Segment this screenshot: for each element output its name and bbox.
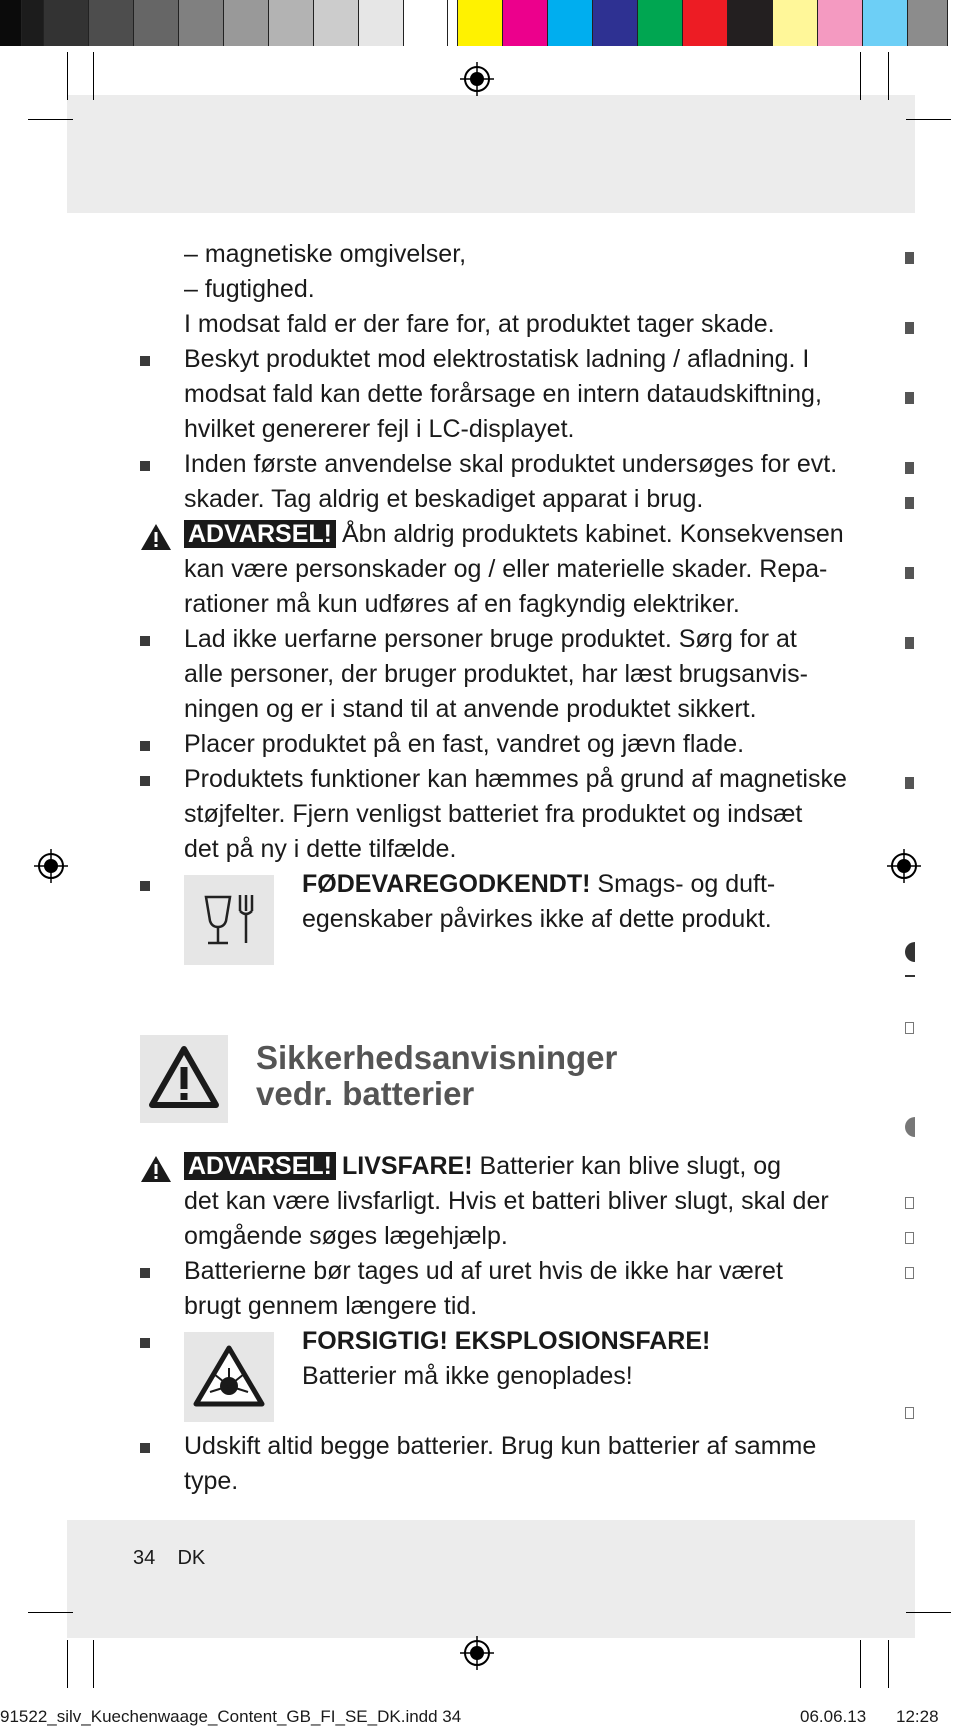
color-swatch xyxy=(179,0,224,46)
crop-mark xyxy=(906,1612,951,1613)
registration-mark-icon xyxy=(460,1636,494,1670)
color-swatch xyxy=(683,0,728,46)
footer-band xyxy=(67,1520,915,1638)
print-slug-time: 12:28 xyxy=(896,1707,939,1726)
food-safe-icon xyxy=(184,875,274,965)
color-swatch xyxy=(908,0,948,46)
color-swatch xyxy=(269,0,314,46)
crop-mark xyxy=(860,1640,861,1688)
color-swatch xyxy=(314,0,359,46)
color-swatch xyxy=(44,0,89,46)
bullet-square-icon xyxy=(140,1338,150,1348)
color-swatch xyxy=(818,0,863,46)
color-swatch xyxy=(404,0,448,46)
bullet-square-icon xyxy=(140,1443,150,1453)
text-line: – magnetiske omgivelser, xyxy=(184,240,467,268)
color-swatch xyxy=(359,0,404,46)
color-swatch xyxy=(638,0,683,46)
battery-text-content xyxy=(140,1149,829,1499)
list-item: Inden første anvendelse skal produktet undersøges for evt. skader. Tag aldrig et beskadiget apparat i brug. xyxy=(140,447,820,517)
crop-mark xyxy=(888,52,889,100)
color-swatch xyxy=(863,0,908,46)
color-swatch xyxy=(0,0,22,46)
bullet-square-icon xyxy=(140,636,150,646)
bullet-square-icon xyxy=(140,461,150,471)
color-swatch xyxy=(134,0,179,46)
header-band xyxy=(67,95,915,213)
explosion-item: FORSIGTIG! EKSPLOSIONSFARE! Batterier må ikke genoplades! xyxy=(140,1324,820,1429)
registration-mark-icon xyxy=(887,849,921,883)
color-swatch xyxy=(593,0,638,46)
print-slug-filename: 91522_silv_Kuechenwaage_Content_GB_FI_SE_DK.indd 34 xyxy=(0,1707,462,1726)
list-item: Udskift altid begge batterier. Brug kun batterier af samme type. xyxy=(140,1429,820,1499)
warning-badge: ADVARSEL! xyxy=(184,1152,336,1180)
page-number: 34 DK xyxy=(133,1547,206,1569)
crop-mark xyxy=(860,52,861,100)
text-line: – fugtighed. xyxy=(184,275,315,303)
crop-mark xyxy=(67,1640,68,1688)
color-swatch xyxy=(89,0,134,46)
color-swatch xyxy=(728,0,773,46)
list-item: Produktets funktioner kan hæmmes på grund af magnetiske støjfelter. Fjern venligst batteriet fra produktet og indsæt det på ny i dette tilfælde. xyxy=(140,762,820,867)
safety-text-content xyxy=(140,237,847,963)
list-item: Lad ikke uerfarne personer bruge produktet. Sørg for at alle personer, der bruger produktet, har læst brugsanvis- ningen og er i stand til at anvende produktet sikkert. xyxy=(140,622,820,727)
warning-triangle-icon xyxy=(140,1155,172,1183)
color-swatch xyxy=(448,0,458,46)
section-heading: Sikkerhedsanvisninger vedr. batterier xyxy=(256,1039,618,1112)
text-line: I modsat fald er der fare for, at produktet tager skade. xyxy=(184,310,775,338)
crop-mark xyxy=(93,1640,94,1688)
crop-mark xyxy=(28,119,73,120)
crop-mark xyxy=(67,52,68,100)
registration-mark-icon xyxy=(460,62,494,96)
color-swatch xyxy=(548,0,593,46)
warning-triangle-icon xyxy=(140,523,172,551)
crop-mark xyxy=(906,119,951,120)
list-item: Placer produktet på en fast, vandret og jævn flade. xyxy=(140,727,820,762)
color-swatch xyxy=(773,0,818,46)
food-safe-item: FØDEVAREGODKENDT! Smags- og duft- egenskaber påvirkes ikke af dette produkt. xyxy=(140,867,820,963)
crop-mark xyxy=(28,1612,73,1613)
bullet-square-icon xyxy=(140,356,150,366)
color-calibration-bar xyxy=(0,0,954,46)
color-swatch xyxy=(503,0,548,46)
bullet-square-icon xyxy=(140,881,150,891)
color-swatch xyxy=(22,0,44,46)
print-slug-date: 06.06.13 xyxy=(800,1707,867,1726)
bullet-square-icon xyxy=(140,776,150,786)
explosion-warning-icon xyxy=(184,1332,274,1422)
crop-mark xyxy=(93,52,94,100)
registration-mark-icon xyxy=(34,849,68,883)
battery-warning-icon xyxy=(140,1035,228,1123)
warning-badge: ADVARSEL! xyxy=(184,520,336,548)
color-swatch xyxy=(224,0,269,46)
bullet-square-icon xyxy=(140,741,150,751)
warning-item: ADVARSEL! Åbn aldrig produktets kabinet. Konsekvensen kan være personskader og / eller materielle skader. Repa- rationer må kun udføres af en fagkyndig elektriker. xyxy=(140,517,820,622)
warning-item: ADVARSEL! LIVSFARE! Batterier kan blive slugt, og det kan være livsfarligt. Hvis et batteri bliver slugt, skal der omgående søges lægehjælp. xyxy=(140,1149,820,1254)
color-swatch xyxy=(458,0,503,46)
bullet-square-icon xyxy=(140,1268,150,1278)
list-item: Beskyt produktet mod elektrostatisk ladning / afladning. I modsat fald kan dette forårsage en intern dataudskiftning, hvilket genererer fejl i LC-displayet. xyxy=(140,342,820,447)
list-item: Batterierne bør tages ud af uret hvis de ikke har været brugt gennem længere tid. xyxy=(140,1254,820,1324)
crop-mark xyxy=(888,1640,889,1688)
